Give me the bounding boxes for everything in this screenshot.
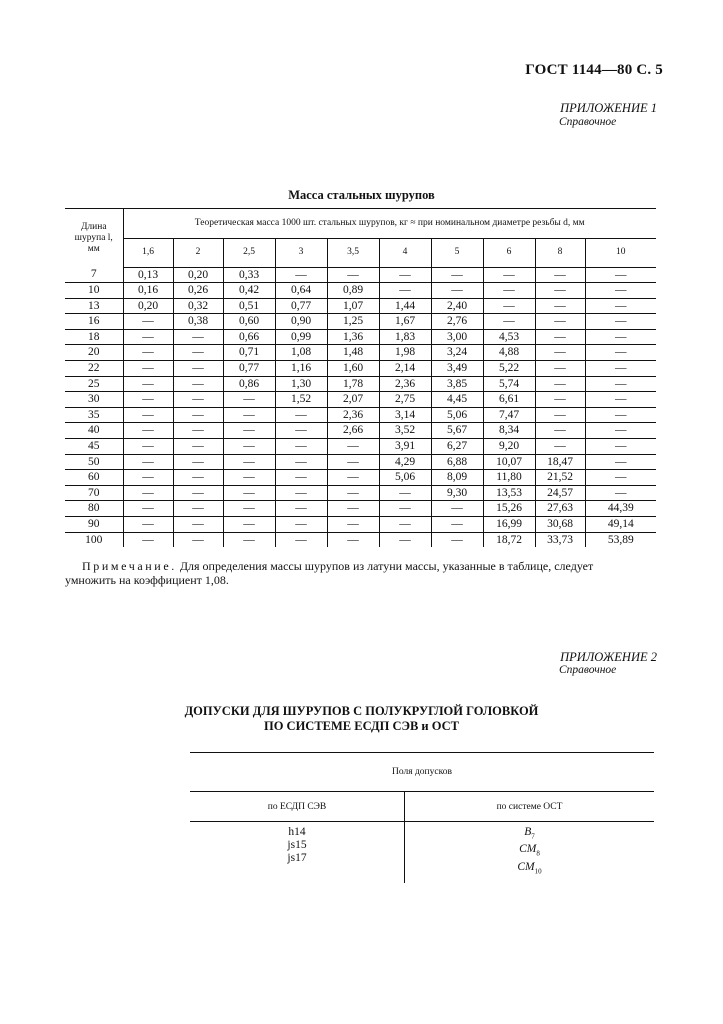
- ost-cell-list: [405, 822, 654, 883]
- mass-cell: 3,52: [379, 423, 431, 439]
- mass-cell: 3,24: [431, 345, 483, 361]
- mass-cell: 10,07: [483, 454, 535, 470]
- table-row: [65, 376, 656, 392]
- mass-cell: 33,73: [535, 532, 585, 547]
- length-header: [65, 209, 123, 268]
- mass-cell: —: [275, 501, 327, 517]
- length-cell: 22: [65, 361, 123, 377]
- mass-cell: 8,34: [483, 423, 535, 439]
- note-text-cont: умножить на коэффициент 1,08.: [65, 573, 229, 587]
- mass-cell: —: [123, 485, 173, 501]
- mass-cell: 0,77: [223, 361, 275, 377]
- mass-cell: —: [123, 439, 173, 455]
- mass-cell: —: [173, 423, 223, 439]
- mass-cell: —: [535, 314, 585, 330]
- mass-cell: —: [379, 267, 431, 283]
- ost-value-main: B: [524, 826, 532, 838]
- length-cell: 80: [65, 501, 123, 517]
- mass-cell: —: [275, 517, 327, 533]
- mass-cell: 5,74: [483, 376, 535, 392]
- appendix1-title: ПРИЛОЖЕНИЕ 1: [560, 101, 657, 115]
- mass-cell: 0,42: [223, 283, 275, 299]
- mass-cell: 30,68: [535, 517, 585, 533]
- diameter-header: 5: [431, 239, 483, 267]
- mass-cell: —: [535, 298, 585, 314]
- mass-cell: —: [585, 267, 656, 283]
- esdp-value: js17: [287, 852, 307, 864]
- mass-cell: 0,20: [123, 298, 173, 314]
- mass-cell: —: [275, 267, 327, 283]
- mass-cell: 0,64: [275, 283, 327, 299]
- mass-cell: 1,98: [379, 345, 431, 361]
- mass-cell: 1,36: [327, 329, 379, 345]
- mass-cell: —: [223, 423, 275, 439]
- mass-cell: —: [223, 454, 275, 470]
- mass-cell: —: [585, 329, 656, 345]
- mass-cell: —: [275, 407, 327, 423]
- mass-cell: —: [173, 376, 223, 392]
- appendix2-title: ПРИЛОЖЕНИЕ 2: [560, 650, 657, 664]
- mass-cell: 0,66: [223, 329, 275, 345]
- mass-cell: —: [585, 314, 656, 330]
- mass-cell: —: [173, 345, 223, 361]
- mass-cell: —: [327, 517, 379, 533]
- mass-cell: —: [483, 314, 535, 330]
- length-cell: 25: [65, 376, 123, 392]
- length-cell: 35: [65, 407, 123, 423]
- table-row: [65, 345, 656, 361]
- table2-title-line1: ДОПУСКИ ДЛЯ ШУРУПОВ С ПОЛУКРУГЛОЙ ГОЛОВКОЙ: [184, 704, 539, 718]
- mass-cell: 11,80: [483, 470, 535, 486]
- mass-cell: —: [223, 407, 275, 423]
- mass-cell: 8,09: [431, 470, 483, 486]
- mass-cell: —: [431, 517, 483, 533]
- mass-cell: 1,07: [327, 298, 379, 314]
- mass-cell: —: [535, 361, 585, 377]
- length-header-text: Длина шурупа l, мм: [74, 221, 113, 254]
- mass-cell: 0,77: [275, 298, 327, 314]
- mass-cell: —: [123, 361, 173, 377]
- mass-cell: 9,20: [483, 439, 535, 455]
- mass-cell: 1,16: [275, 361, 327, 377]
- mass-cell: 6,61: [483, 392, 535, 408]
- mass-cell: —: [431, 283, 483, 299]
- mass-cell: 0,89: [327, 283, 379, 299]
- mass-cell: —: [379, 283, 431, 299]
- mass-cell: —: [123, 470, 173, 486]
- table-row: [65, 283, 656, 299]
- diameter-header: 3: [275, 239, 327, 267]
- mass-cell: 5,06: [431, 407, 483, 423]
- mass-cell: 0,33: [223, 267, 275, 283]
- mass-cell: —: [535, 423, 585, 439]
- ost-value-sub: 10: [534, 866, 542, 875]
- page-header: ГОСТ 1144—80 С. 5: [525, 62, 663, 78]
- table-row: [65, 532, 656, 547]
- mass-cell: —: [275, 454, 327, 470]
- length-cell: 50: [65, 454, 123, 470]
- mass-cell: 5,67: [431, 423, 483, 439]
- table-row: [65, 517, 656, 533]
- length-cell: 13: [65, 298, 123, 314]
- mass-cell: 0,26: [173, 283, 223, 299]
- note-text: Для определения массы шурупов из латуни массы, указанные в таблице, следует: [176, 559, 594, 573]
- mass-cell: 49,14: [585, 517, 656, 533]
- table-row: [65, 361, 656, 377]
- mass-cell: 1,25: [327, 314, 379, 330]
- esdp-cell-list: [190, 822, 405, 883]
- mass-cell: 0,90: [275, 314, 327, 330]
- mass-cell: —: [173, 454, 223, 470]
- mass-cell: —: [123, 407, 173, 423]
- note: [82, 559, 658, 573]
- mass-cell: 0,13: [123, 267, 173, 283]
- length-cell: 10: [65, 283, 123, 299]
- mass-cell: 13,53: [483, 485, 535, 501]
- mass-cell: —: [275, 423, 327, 439]
- mass-cell: —: [327, 485, 379, 501]
- mass-cell: 1,44: [379, 298, 431, 314]
- mass-cell: —: [275, 470, 327, 486]
- mass-cell: 6,88: [431, 454, 483, 470]
- mass-cell: —: [173, 329, 223, 345]
- mass-cell: —: [173, 485, 223, 501]
- mass-cell: —: [585, 283, 656, 299]
- mass-cell: —: [123, 532, 173, 547]
- mass-cell: —: [173, 407, 223, 423]
- mass-cell: 3,91: [379, 439, 431, 455]
- mass-cell: 2,76: [431, 314, 483, 330]
- mass-cell: 0,71: [223, 345, 275, 361]
- mass-cell: —: [173, 439, 223, 455]
- mass-cell: 18,47: [535, 454, 585, 470]
- mass-cell: —: [535, 407, 585, 423]
- tolerance-table: [190, 752, 654, 883]
- mass-cell: —: [275, 485, 327, 501]
- mass-cell: —: [173, 517, 223, 533]
- mass-cell: 0,99: [275, 329, 327, 345]
- ost-value-main: CM: [517, 860, 535, 873]
- ost-value-main: CM: [519, 843, 537, 856]
- mass-cell: 1,67: [379, 314, 431, 330]
- mass-cell: —: [223, 517, 275, 533]
- mass-cell: 2,36: [327, 407, 379, 423]
- mass-cell: —: [535, 392, 585, 408]
- mass-cell: 53,89: [585, 532, 656, 547]
- mass-cell: —: [431, 501, 483, 517]
- mass-cell: —: [585, 485, 656, 501]
- length-cell: 60: [65, 470, 123, 486]
- mass-cell: 2,07: [327, 392, 379, 408]
- ost-header: по системе ОСТ: [405, 792, 654, 822]
- mass-cell: 1,48: [327, 345, 379, 361]
- mass-cell: —: [379, 517, 431, 533]
- mass-cell: —: [585, 361, 656, 377]
- length-cell: 100: [85, 533, 103, 546]
- mass-cell: —: [173, 392, 223, 408]
- mass-cell: —: [327, 470, 379, 486]
- length-cell: 20: [65, 345, 123, 361]
- ost-value: [405, 861, 654, 878]
- mass-cell: —: [223, 485, 275, 501]
- mass-cell: 2,14: [379, 361, 431, 377]
- table-row: [65, 485, 656, 501]
- table2-title-line2: ПО СИСТЕМЕ ЕСДП СЭВ и ОСТ: [263, 719, 459, 733]
- mass-cell: 1,60: [327, 361, 379, 377]
- mass-cell: —: [585, 423, 656, 439]
- table-row: [65, 423, 656, 439]
- mass-cell: —: [223, 470, 275, 486]
- diameter-header: 2,5: [223, 239, 275, 267]
- mass-cell: 0,32: [173, 298, 223, 314]
- ost-value-sub: 8: [536, 849, 540, 858]
- diameter-header: 3,5: [327, 239, 379, 267]
- steel-screw-mass-table: [65, 208, 656, 547]
- length-cell: 16: [65, 314, 123, 330]
- mass-cell: 18,72: [483, 532, 535, 547]
- mass-cell: 2,36: [379, 376, 431, 392]
- mass-cell: 21,52: [535, 470, 585, 486]
- mass-cell: 5,22: [483, 361, 535, 377]
- table-row: [65, 439, 656, 455]
- ost-value: [405, 843, 654, 860]
- mass-cell: —: [535, 376, 585, 392]
- mass-cell: 0,86: [223, 376, 275, 392]
- mass-cell: —: [379, 485, 431, 501]
- mass-cell: 1,30: [275, 376, 327, 392]
- mass-cell: —: [223, 439, 275, 455]
- esdp-value: h14: [288, 826, 306, 838]
- mass-cell: 24,57: [535, 485, 585, 501]
- mass-cell: 1,52: [275, 392, 327, 408]
- mass-cell: —: [275, 532, 327, 547]
- mass-cell: 4,45: [431, 392, 483, 408]
- esdp-header: по ЕСДП СЭВ: [190, 792, 405, 822]
- mass-cell: 1,83: [379, 329, 431, 345]
- table-row: [65, 454, 656, 470]
- mass-cell: 3,14: [379, 407, 431, 423]
- mass-cell: 2,40: [431, 298, 483, 314]
- mass-cell: 5,06: [379, 470, 431, 486]
- mass-cell: 0,16: [123, 283, 173, 299]
- mass-cell: —: [123, 345, 173, 361]
- mass-cell: 0,60: [223, 314, 275, 330]
- mass-cell: —: [327, 439, 379, 455]
- table-row: [65, 267, 656, 283]
- mass-cell: 3,85: [431, 376, 483, 392]
- mass-cell: —: [431, 267, 483, 283]
- table-row: [65, 501, 656, 517]
- mass-cell: —: [535, 283, 585, 299]
- mass-cell: 44,39: [585, 501, 656, 517]
- mass-cell: 0,38: [173, 314, 223, 330]
- mass-cell: —: [535, 345, 585, 361]
- tolerance-span-header: Поля допусков: [190, 753, 654, 792]
- mass-cell: 27,63: [535, 501, 585, 517]
- appendix1-type: Справочное: [559, 116, 617, 128]
- mass-cell: 0,20: [173, 267, 223, 283]
- mass-cell: —: [585, 407, 656, 423]
- mass-cell: —: [483, 283, 535, 299]
- mass-cell: —: [123, 376, 173, 392]
- mass-cell: 1,08: [275, 345, 327, 361]
- mass-cell: 15,26: [483, 501, 535, 517]
- mass-cell: —: [173, 361, 223, 377]
- mass-cell: —: [585, 470, 656, 486]
- mass-cell: —: [431, 532, 483, 547]
- mass-cell: —: [535, 329, 585, 345]
- table-row: [65, 298, 656, 314]
- ost-value: [405, 826, 654, 843]
- table2-title: [0, 704, 723, 734]
- diameter-header: 6: [483, 239, 535, 267]
- mass-cell: —: [123, 329, 173, 345]
- mass-cell: 1,78: [327, 376, 379, 392]
- length-cell: 40: [65, 423, 123, 439]
- mass-cell: —: [173, 532, 223, 547]
- length-cell: 18: [65, 329, 123, 345]
- diameter-header: 2: [173, 239, 223, 267]
- mass-cell: 3,00: [431, 329, 483, 345]
- mass-cell: 6,27: [431, 439, 483, 455]
- table1-title: Масса стальных шурупов: [288, 188, 435, 202]
- mass-cell: —: [585, 376, 656, 392]
- mass-cell: —: [535, 439, 585, 455]
- diameter-header: 1,6: [123, 239, 173, 267]
- mass-cell: 3,49: [431, 361, 483, 377]
- table-row: [65, 470, 656, 486]
- mass-cell: —: [123, 423, 173, 439]
- length-cell: 7: [65, 267, 123, 283]
- mass-cell: —: [173, 470, 223, 486]
- length-cell: 30: [65, 392, 123, 408]
- mass-cell: —: [123, 314, 173, 330]
- mass-cell: 2,66: [327, 423, 379, 439]
- table-row: [65, 392, 656, 408]
- esdp-value: js15: [287, 839, 307, 851]
- mass-cell: —: [123, 454, 173, 470]
- mass-cell: 16,99: [483, 517, 535, 533]
- diameter-header: 4: [379, 239, 431, 267]
- mass-cell: 7,47: [483, 407, 535, 423]
- mass-cell: —: [379, 532, 431, 547]
- appendix2-type: Справочное: [559, 664, 617, 676]
- table-row: [65, 329, 656, 345]
- mass-cell: —: [223, 532, 275, 547]
- mass-cell: 9,30: [431, 485, 483, 501]
- mass-cell: —: [585, 454, 656, 470]
- mass-span-header: Теоретическая масса 1000 шт. стальных шурупов, кг ≈ при номинальном диаметре резьбы d, мм: [123, 209, 656, 239]
- mass-cell: —: [123, 501, 173, 517]
- mass-cell: —: [327, 532, 379, 547]
- table-row: [65, 407, 656, 423]
- mass-cell: —: [585, 345, 656, 361]
- mass-cell: —: [327, 501, 379, 517]
- mass-cell: —: [327, 267, 379, 283]
- table-row: [65, 314, 656, 330]
- mass-cell: 4,88: [483, 345, 535, 361]
- length-cell: 45: [65, 439, 123, 455]
- length-cell: 90: [65, 517, 123, 533]
- length-cell: 70: [65, 485, 123, 501]
- mass-cell: —: [223, 501, 275, 517]
- mass-cell: —: [123, 392, 173, 408]
- mass-cell: 4,53: [483, 329, 535, 345]
- diameter-header: 10: [585, 239, 656, 267]
- mass-cell: —: [123, 517, 173, 533]
- mass-cell: 0,51: [223, 298, 275, 314]
- mass-cell: —: [483, 298, 535, 314]
- note-label: Примечание.: [82, 559, 177, 573]
- mass-cell: 4,29: [379, 454, 431, 470]
- mass-cell: —: [585, 392, 656, 408]
- mass-cell: —: [483, 267, 535, 283]
- mass-cell: —: [327, 454, 379, 470]
- mass-cell: —: [585, 439, 656, 455]
- mass-cell: —: [379, 501, 431, 517]
- diameter-header: 8: [535, 239, 585, 267]
- mass-cell: 2,75: [379, 392, 431, 408]
- mass-cell: —: [275, 439, 327, 455]
- mass-cell: —: [173, 501, 223, 517]
- mass-cell: —: [585, 298, 656, 314]
- ost-value-sub: 7: [531, 832, 535, 841]
- mass-cell: —: [223, 392, 275, 408]
- mass-cell: —: [535, 267, 585, 283]
